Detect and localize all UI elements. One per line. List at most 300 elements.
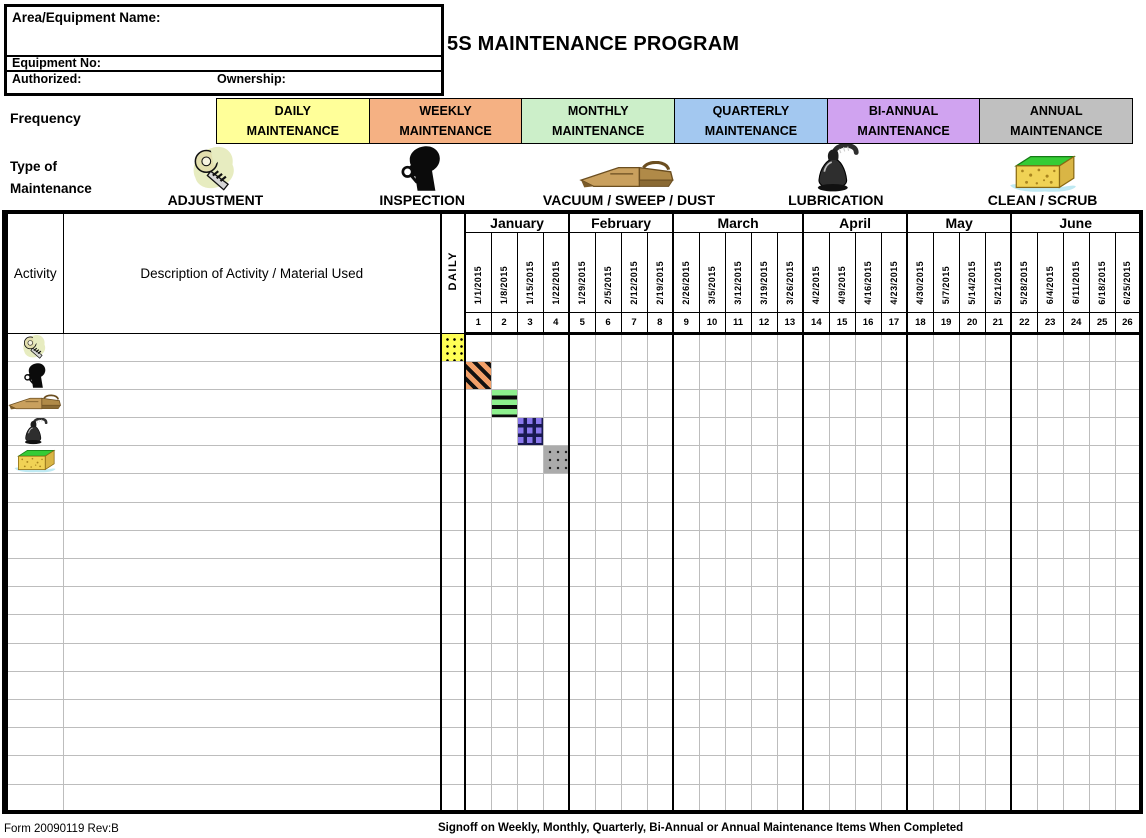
week-cell[interactable]: [803, 418, 829, 446]
week-cell[interactable]: [725, 333, 751, 361]
week-cell[interactable]: [491, 615, 517, 643]
week-cell[interactable]: [985, 559, 1011, 587]
week-cell[interactable]: [829, 728, 855, 756]
week-cell[interactable]: [569, 643, 595, 671]
week-cell[interactable]: [959, 643, 985, 671]
week-cell[interactable]: [777, 559, 803, 587]
week-cell[interactable]: [1037, 784, 1063, 812]
week-cell[interactable]: [1037, 699, 1063, 727]
week-cell[interactable]: [803, 615, 829, 643]
week-cell[interactable]: [725, 784, 751, 812]
week-cell[interactable]: [803, 784, 829, 812]
week-cell[interactable]: [621, 699, 647, 727]
week-cell[interactable]: [829, 559, 855, 587]
week-cell[interactable]: [1089, 530, 1115, 558]
area-equipment-field[interactable]: [7, 7, 441, 57]
week-cell[interactable]: [985, 643, 1011, 671]
week-cell[interactable]: [777, 333, 803, 361]
week-cell[interactable]: [985, 361, 1011, 389]
week-cell[interactable]: [751, 756, 777, 784]
week-cell[interactable]: [1011, 333, 1037, 361]
week-cell[interactable]: [1063, 333, 1089, 361]
activity-cell[interactable]: [5, 474, 63, 502]
week-cell[interactable]: [907, 784, 933, 812]
week-cell[interactable]: [491, 728, 517, 756]
week-cell[interactable]: [491, 587, 517, 615]
activity-cell[interactable]: [5, 699, 63, 727]
week-cell[interactable]: [751, 559, 777, 587]
week-cell[interactable]: [673, 671, 699, 699]
week-cell[interactable]: [959, 474, 985, 502]
activity-cell[interactable]: [5, 671, 63, 699]
week-cell[interactable]: [933, 643, 959, 671]
week-cell[interactable]: [881, 784, 907, 812]
week-cell[interactable]: [985, 389, 1011, 417]
week-cell[interactable]: [1115, 728, 1141, 756]
authorized-ownership-field[interactable]: [7, 72, 441, 88]
week-cell[interactable]: [985, 587, 1011, 615]
description-cell[interactable]: [63, 446, 441, 474]
week-cell[interactable]: [985, 502, 1011, 530]
week-cell[interactable]: [491, 474, 517, 502]
week-cell[interactable]: [517, 784, 543, 812]
week-cell[interactable]: [543, 728, 569, 756]
week-cell[interactable]: [465, 643, 491, 671]
week-cell[interactable]: [881, 559, 907, 587]
week-cell[interactable]: [569, 756, 595, 784]
week-cell[interactable]: [881, 756, 907, 784]
week-cell[interactable]: [907, 559, 933, 587]
week-cell[interactable]: [595, 587, 621, 615]
week-cell[interactable]: [751, 699, 777, 727]
description-cell[interactable]: [63, 615, 441, 643]
week-cell[interactable]: [465, 671, 491, 699]
week-cell[interactable]: [543, 530, 569, 558]
daily-cell[interactable]: [441, 474, 465, 502]
week-cell[interactable]: [907, 615, 933, 643]
week-cell[interactable]: [933, 446, 959, 474]
week-cell[interactable]: [491, 530, 517, 558]
daily-cell[interactable]: [441, 587, 465, 615]
week-cell[interactable]: [777, 418, 803, 446]
week-cell[interactable]: [855, 784, 881, 812]
week-cell[interactable]: [465, 361, 491, 389]
week-cell[interactable]: [491, 418, 517, 446]
week-cell[interactable]: [699, 587, 725, 615]
week-cell[interactable]: [491, 446, 517, 474]
week-cell[interactable]: [647, 784, 673, 812]
week-cell[interactable]: [725, 587, 751, 615]
description-cell[interactable]: [63, 643, 441, 671]
week-cell[interactable]: [1089, 474, 1115, 502]
week-cell[interactable]: [517, 361, 543, 389]
week-cell[interactable]: [647, 756, 673, 784]
week-cell[interactable]: [881, 587, 907, 615]
week-cell[interactable]: [881, 615, 907, 643]
daily-cell[interactable]: [441, 643, 465, 671]
week-cell[interactable]: [1037, 530, 1063, 558]
week-cell[interactable]: [569, 784, 595, 812]
week-cell[interactable]: [959, 502, 985, 530]
daily-cell[interactable]: [441, 756, 465, 784]
week-cell[interactable]: [569, 671, 595, 699]
week-cell[interactable]: [1089, 361, 1115, 389]
week-cell[interactable]: [647, 502, 673, 530]
week-cell[interactable]: [985, 699, 1011, 727]
activity-cell[interactable]: [5, 728, 63, 756]
week-cell[interactable]: [855, 389, 881, 417]
week-cell[interactable]: [1089, 671, 1115, 699]
week-cell[interactable]: [959, 671, 985, 699]
week-cell[interactable]: [595, 784, 621, 812]
week-cell[interactable]: [1063, 615, 1089, 643]
week-cell[interactable]: [465, 530, 491, 558]
week-cell[interactable]: [621, 333, 647, 361]
week-cell[interactable]: [803, 643, 829, 671]
week-cell[interactable]: [855, 756, 881, 784]
week-cell[interactable]: [1011, 474, 1037, 502]
week-cell[interactable]: [985, 728, 1011, 756]
week-cell[interactable]: [1037, 389, 1063, 417]
week-cell[interactable]: [907, 699, 933, 727]
week-cell[interactable]: [491, 559, 517, 587]
week-cell[interactable]: [647, 559, 673, 587]
week-cell[interactable]: [803, 502, 829, 530]
week-cell[interactable]: [725, 756, 751, 784]
week-cell[interactable]: [1115, 587, 1141, 615]
week-cell[interactable]: [621, 756, 647, 784]
week-cell[interactable]: [1011, 587, 1037, 615]
week-cell[interactable]: [491, 756, 517, 784]
description-cell[interactable]: [63, 389, 441, 417]
week-cell[interactable]: [959, 530, 985, 558]
week-cell[interactable]: [1037, 474, 1063, 502]
week-cell[interactable]: [699, 502, 725, 530]
week-cell[interactable]: [1011, 361, 1037, 389]
week-cell[interactable]: [569, 502, 595, 530]
week-cell[interactable]: [985, 671, 1011, 699]
week-cell[interactable]: [465, 559, 491, 587]
week-cell[interactable]: [699, 418, 725, 446]
week-cell[interactable]: [933, 361, 959, 389]
week-cell[interactable]: [543, 699, 569, 727]
week-cell[interactable]: [725, 474, 751, 502]
week-cell[interactable]: [1011, 671, 1037, 699]
week-cell[interactable]: [829, 699, 855, 727]
week-cell[interactable]: [517, 699, 543, 727]
description-cell[interactable]: [63, 361, 441, 389]
week-cell[interactable]: [647, 418, 673, 446]
week-cell[interactable]: [855, 333, 881, 361]
week-cell[interactable]: [465, 418, 491, 446]
week-cell[interactable]: [491, 502, 517, 530]
week-cell[interactable]: [777, 474, 803, 502]
week-cell[interactable]: [907, 728, 933, 756]
week-cell[interactable]: [1037, 615, 1063, 643]
week-cell[interactable]: [1011, 389, 1037, 417]
week-cell[interactable]: [1011, 756, 1037, 784]
week-cell[interactable]: [465, 502, 491, 530]
week-cell[interactable]: [647, 333, 673, 361]
week-cell[interactable]: [647, 530, 673, 558]
week-cell[interactable]: [699, 333, 725, 361]
daily-cell[interactable]: [441, 615, 465, 643]
week-cell[interactable]: [959, 699, 985, 727]
week-cell[interactable]: [933, 559, 959, 587]
week-cell[interactable]: [569, 333, 595, 361]
week-cell[interactable]: [803, 587, 829, 615]
description-cell[interactable]: [63, 699, 441, 727]
week-cell[interactable]: [647, 699, 673, 727]
week-cell[interactable]: [725, 446, 751, 474]
week-cell[interactable]: [517, 559, 543, 587]
week-cell[interactable]: [1089, 333, 1115, 361]
week-cell[interactable]: [855, 671, 881, 699]
activity-cell[interactable]: [5, 587, 63, 615]
week-cell[interactable]: [699, 728, 725, 756]
week-cell[interactable]: [673, 502, 699, 530]
week-cell[interactable]: [1011, 446, 1037, 474]
week-cell[interactable]: [1115, 643, 1141, 671]
week-cell[interactable]: [803, 389, 829, 417]
week-cell[interactable]: [985, 615, 1011, 643]
week-cell[interactable]: [647, 361, 673, 389]
week-cell[interactable]: [569, 474, 595, 502]
week-cell[interactable]: [1037, 671, 1063, 699]
week-cell[interactable]: [621, 728, 647, 756]
week-cell[interactable]: [517, 671, 543, 699]
week-cell[interactable]: [777, 587, 803, 615]
week-cell[interactable]: [1115, 671, 1141, 699]
week-cell[interactable]: [933, 671, 959, 699]
week-cell[interactable]: [595, 361, 621, 389]
week-cell[interactable]: [751, 587, 777, 615]
week-cell[interactable]: [985, 530, 1011, 558]
week-cell[interactable]: [673, 784, 699, 812]
week-cell[interactable]: [673, 699, 699, 727]
week-cell[interactable]: [543, 474, 569, 502]
week-cell[interactable]: [673, 615, 699, 643]
week-cell[interactable]: [725, 418, 751, 446]
week-cell[interactable]: [829, 615, 855, 643]
week-cell[interactable]: [673, 418, 699, 446]
week-cell[interactable]: [647, 728, 673, 756]
week-cell[interactable]: [1089, 502, 1115, 530]
week-cell[interactable]: [725, 699, 751, 727]
week-cell[interactable]: [491, 699, 517, 727]
activity-cell[interactable]: [5, 615, 63, 643]
description-cell[interactable]: [63, 530, 441, 558]
week-cell[interactable]: [1037, 418, 1063, 446]
week-cell[interactable]: [855, 474, 881, 502]
week-cell[interactable]: [959, 587, 985, 615]
week-cell[interactable]: [855, 643, 881, 671]
week-cell[interactable]: [1063, 728, 1089, 756]
daily-cell[interactable]: [441, 333, 465, 361]
week-cell[interactable]: [1037, 502, 1063, 530]
week-cell[interactable]: [1037, 559, 1063, 587]
week-cell[interactable]: [803, 446, 829, 474]
week-cell[interactable]: [751, 643, 777, 671]
week-cell[interactable]: [907, 446, 933, 474]
week-cell[interactable]: [959, 728, 985, 756]
week-cell[interactable]: [855, 446, 881, 474]
daily-cell[interactable]: [441, 361, 465, 389]
week-cell[interactable]: [517, 615, 543, 643]
week-cell[interactable]: [595, 446, 621, 474]
week-cell[interactable]: [569, 530, 595, 558]
week-cell[interactable]: [517, 756, 543, 784]
week-cell[interactable]: [569, 728, 595, 756]
week-cell[interactable]: [595, 559, 621, 587]
week-cell[interactable]: [1063, 587, 1089, 615]
week-cell[interactable]: [699, 361, 725, 389]
week-cell[interactable]: [1115, 615, 1141, 643]
week-cell[interactable]: [777, 728, 803, 756]
week-cell[interactable]: [1037, 333, 1063, 361]
week-cell[interactable]: [543, 615, 569, 643]
week-cell[interactable]: [1063, 756, 1089, 784]
week-cell[interactable]: [855, 361, 881, 389]
week-cell[interactable]: [959, 389, 985, 417]
week-cell[interactable]: [985, 784, 1011, 812]
week-cell[interactable]: [647, 643, 673, 671]
week-cell[interactable]: [1011, 784, 1037, 812]
week-cell[interactable]: [543, 389, 569, 417]
week-cell[interactable]: [933, 530, 959, 558]
week-cell[interactable]: [699, 756, 725, 784]
daily-cell[interactable]: [441, 728, 465, 756]
week-cell[interactable]: [829, 333, 855, 361]
week-cell[interactable]: [1063, 361, 1089, 389]
description-cell[interactable]: [63, 671, 441, 699]
week-cell[interactable]: [725, 559, 751, 587]
week-cell[interactable]: [725, 502, 751, 530]
week-cell[interactable]: [517, 530, 543, 558]
week-cell[interactable]: [1011, 559, 1037, 587]
week-cell[interactable]: [855, 502, 881, 530]
week-cell[interactable]: [959, 333, 985, 361]
week-cell[interactable]: [1089, 446, 1115, 474]
week-cell[interactable]: [673, 389, 699, 417]
week-cell[interactable]: [621, 587, 647, 615]
week-cell[interactable]: [803, 559, 829, 587]
week-cell[interactable]: [621, 389, 647, 417]
week-cell[interactable]: [465, 728, 491, 756]
week-cell[interactable]: [621, 530, 647, 558]
week-cell[interactable]: [699, 671, 725, 699]
week-cell[interactable]: [933, 587, 959, 615]
week-cell[interactable]: [465, 756, 491, 784]
week-cell[interactable]: [543, 587, 569, 615]
week-cell[interactable]: [465, 784, 491, 812]
week-cell[interactable]: [647, 446, 673, 474]
week-cell[interactable]: [543, 446, 569, 474]
description-cell[interactable]: [63, 559, 441, 587]
week-cell[interactable]: [751, 671, 777, 699]
week-cell[interactable]: [1115, 559, 1141, 587]
activity-cell[interactable]: [5, 643, 63, 671]
week-cell[interactable]: [673, 474, 699, 502]
week-cell[interactable]: [1037, 728, 1063, 756]
week-cell[interactable]: [517, 728, 543, 756]
week-cell[interactable]: [647, 389, 673, 417]
daily-cell[interactable]: [441, 784, 465, 812]
week-cell[interactable]: [1063, 389, 1089, 417]
week-cell[interactable]: [985, 446, 1011, 474]
week-cell[interactable]: [725, 615, 751, 643]
week-cell[interactable]: [491, 643, 517, 671]
week-cell[interactable]: [595, 643, 621, 671]
week-cell[interactable]: [855, 530, 881, 558]
week-cell[interactable]: [829, 530, 855, 558]
week-cell[interactable]: [543, 643, 569, 671]
week-cell[interactable]: [829, 418, 855, 446]
week-cell[interactable]: [1063, 671, 1089, 699]
week-cell[interactable]: [725, 643, 751, 671]
week-cell[interactable]: [959, 446, 985, 474]
week-cell[interactable]: [517, 474, 543, 502]
week-cell[interactable]: [1115, 756, 1141, 784]
week-cell[interactable]: [881, 502, 907, 530]
week-cell[interactable]: [777, 756, 803, 784]
week-cell[interactable]: [725, 671, 751, 699]
week-cell[interactable]: [803, 333, 829, 361]
week-cell[interactable]: [1063, 643, 1089, 671]
activity-cell[interactable]: [5, 333, 63, 361]
description-cell[interactable]: [63, 502, 441, 530]
week-cell[interactable]: [855, 559, 881, 587]
week-cell[interactable]: [543, 502, 569, 530]
activity-cell[interactable]: [5, 559, 63, 587]
week-cell[interactable]: [777, 389, 803, 417]
week-cell[interactable]: [751, 418, 777, 446]
equipment-no-field[interactable]: [7, 57, 441, 72]
week-cell[interactable]: [777, 643, 803, 671]
week-cell[interactable]: [569, 587, 595, 615]
week-cell[interactable]: [933, 756, 959, 784]
week-cell[interactable]: [907, 333, 933, 361]
week-cell[interactable]: [907, 361, 933, 389]
activity-cell[interactable]: [5, 446, 63, 474]
activity-cell[interactable]: [5, 756, 63, 784]
week-cell[interactable]: [595, 502, 621, 530]
week-cell[interactable]: [621, 559, 647, 587]
week-cell[interactable]: [803, 361, 829, 389]
week-cell[interactable]: [647, 671, 673, 699]
week-cell[interactable]: [673, 361, 699, 389]
week-cell[interactable]: [673, 559, 699, 587]
week-cell[interactable]: [933, 615, 959, 643]
week-cell[interactable]: [829, 446, 855, 474]
week-cell[interactable]: [517, 502, 543, 530]
week-cell[interactable]: [959, 559, 985, 587]
week-cell[interactable]: [855, 587, 881, 615]
week-cell[interactable]: [1089, 756, 1115, 784]
week-cell[interactable]: [699, 530, 725, 558]
week-cell[interactable]: [777, 530, 803, 558]
week-cell[interactable]: [855, 615, 881, 643]
week-cell[interactable]: [595, 474, 621, 502]
week-cell[interactable]: [1115, 418, 1141, 446]
week-cell[interactable]: [881, 474, 907, 502]
week-cell[interactable]: [595, 418, 621, 446]
week-cell[interactable]: [1115, 333, 1141, 361]
week-cell[interactable]: [1011, 530, 1037, 558]
week-cell[interactable]: [907, 643, 933, 671]
week-cell[interactable]: [465, 474, 491, 502]
week-cell[interactable]: [621, 418, 647, 446]
